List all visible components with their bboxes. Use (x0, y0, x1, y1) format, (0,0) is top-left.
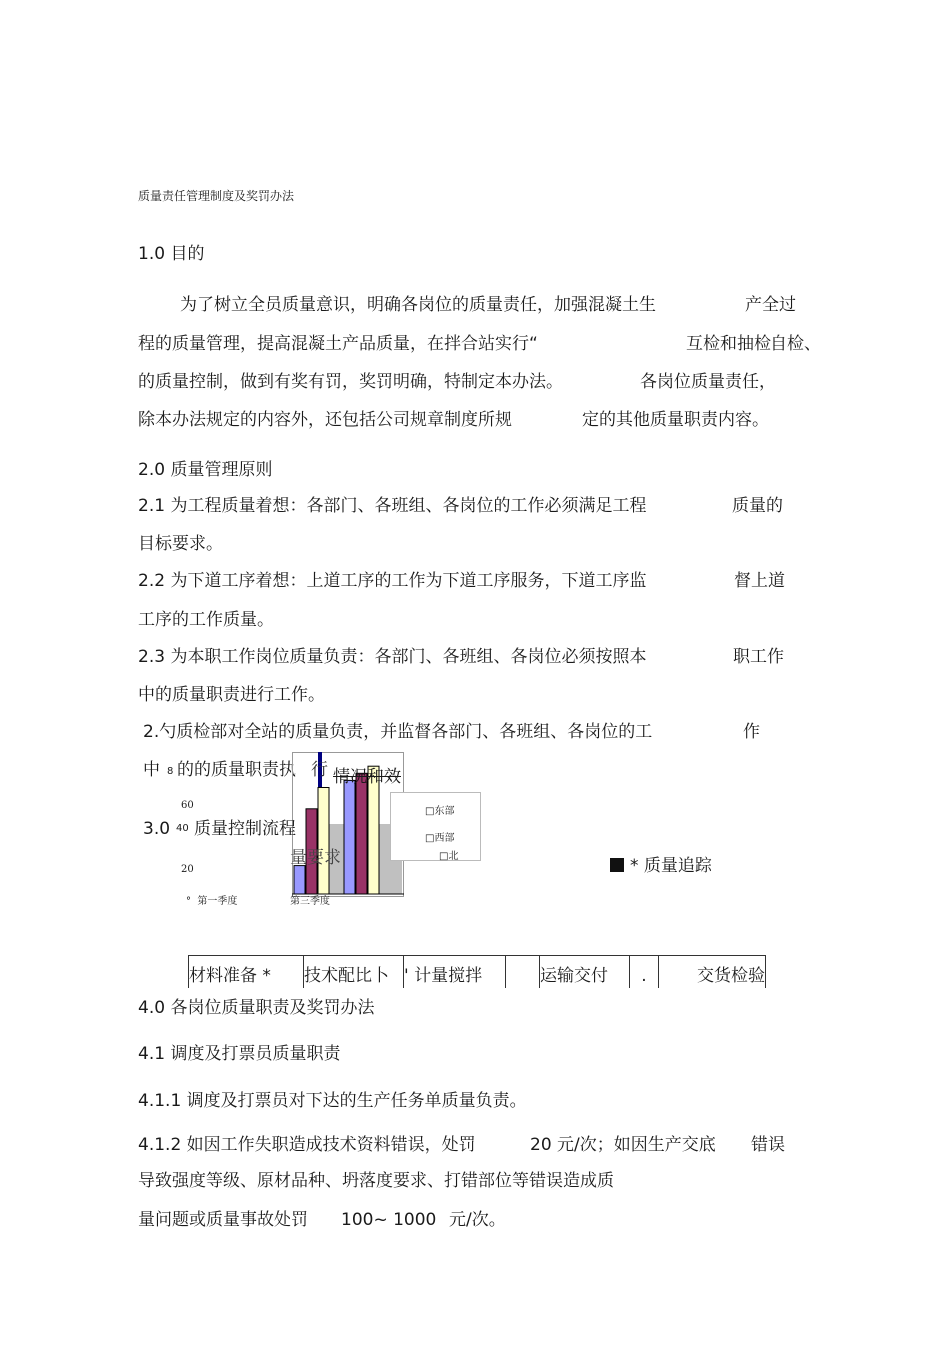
section-2-4-line-c1: 中 (143, 760, 160, 780)
section-2-1-line-b: 质量的 (732, 496, 783, 516)
quality-tracking-label: * 质量追踪 (610, 855, 712, 877)
section-2-4-line-a: 2.勺质检部对全站的质量负责，并监督各部门、各班组、各岗位的工 (143, 722, 653, 742)
flow-cell-transport: 运输交付 (540, 956, 630, 988)
section-2-3-line-a: 2.3 为本职工作岗位质量负责：各部门、各班组、各岗位必须按照本 (138, 647, 647, 667)
flow-table (188, 955, 766, 988)
legend-item-north: □北 (439, 851, 459, 862)
bar-0-2 (318, 788, 329, 895)
flow-cell-acceptance: 交货检验 (697, 966, 765, 986)
section-2-4-line-b: 作 (743, 722, 760, 742)
section-4-1-2-g: 元/次。 (449, 1210, 506, 1230)
section-2-heading: 2.0 质量管理原则 (138, 460, 273, 480)
flow-cell-mix-design: 技术配比卜 (304, 956, 404, 988)
para-1-line-3a: 的质量控制，做到有奖有罚，奖罚明确，特制定本办法。 (138, 372, 563, 392)
bar-1-0 (344, 780, 355, 894)
chart-legend (390, 792, 481, 861)
section-4-1-2-a: 4.1.2 如因工作失职造成技术资料错误，处罚 (138, 1135, 476, 1155)
flow-cell-metering: ' 计量搅拌 (404, 956, 506, 988)
section-2-4-line-c4: 行 (311, 760, 328, 780)
section-2-4-line-c2: 8 (167, 766, 174, 777)
section-4-1-2-c: 错误 (751, 1135, 785, 1155)
section-2-3-line-c: 中的质量职责进行工作。 (138, 685, 325, 705)
chart-xtick-q3: 第三季度 (290, 896, 330, 907)
bar-0-0 (294, 866, 305, 894)
para-1-line-4a: 除本办法规定的内容外，还包括公司规章制度所规 (138, 410, 512, 430)
black-square-icon (610, 858, 624, 872)
para-1-line-2c: 自检、 (770, 334, 821, 354)
section-2-1-line-c: 目标要求。 (138, 534, 223, 554)
flow-cell-empty (506, 956, 540, 988)
para-1-line-2b: 互检和抽检 (686, 334, 771, 354)
section-2-2-line-a: 2.2 为下道工序着想：上道工序的工作为下道工序服务，下道工序监 (138, 571, 647, 591)
chart-xtick-q1: ° 第一季度 (186, 896, 238, 907)
section-3-heading: 质量控制流程 (194, 819, 296, 839)
flow-cell-material: 材料准备 * (189, 956, 304, 988)
section-3-number: 3.0 (143, 819, 171, 839)
section-2-4-line-c5: 情况和效 (333, 767, 401, 787)
para-1-line-4b: 定的其他质量职责内容。 (582, 410, 769, 430)
chart-ytick-60: 60 (181, 800, 194, 811)
legend-item-east: □东部 (425, 806, 455, 817)
document-title: 质量责任管理制度及奖罚办法 (138, 189, 295, 203)
section-2-3-line-b: 职工作 (733, 647, 784, 667)
overlap-text: 量要求 (290, 848, 341, 868)
para-1-line-1b: 产全过 (745, 295, 796, 315)
chart-ytick-20: 20 (181, 864, 194, 875)
legend-item-west: □西部 (425, 833, 455, 844)
section-2-2-line-c: 工序的工作质量。 (138, 610, 274, 630)
bar-1-1 (356, 773, 367, 894)
section-3-overlap-40: 40 (176, 823, 189, 834)
para-1-line-3b: 各岗位质量责任， (640, 372, 776, 392)
para-1-line-1a: 为了树立全员质量意识，明确各岗位的质量责任，加强混凝土生 (180, 295, 656, 315)
section-4-1-heading: 4.1 调度及打票员质量职责 (138, 1044, 341, 1064)
para-1-line-2a: 程的质量管理，提高混凝土产品质量，在拌合站实行“ (138, 334, 538, 354)
section-1-heading: 1.0 目的 (138, 244, 205, 264)
section-4-1-2-d: 导致强度等级、原材品种、坍落度要求、打错部位等错误造成质 (138, 1171, 614, 1191)
section-4-1-1: 4.1.1 调度及打票员对下达的生产任务单质量负责。 (138, 1091, 527, 1111)
section-2-2-line-b: 督上道 (734, 571, 785, 591)
section-4-heading: 4.0 各岗位质量职责及奖罚办法 (138, 998, 375, 1018)
section-4-1-2-e: 量问题或质量事故处罚 (138, 1210, 308, 1230)
flow-cell-dot: . (630, 956, 659, 988)
section-2-4-line-c3: 的的质量职责执 (177, 760, 296, 780)
section-4-1-2-f: 100~ 1000 (341, 1210, 437, 1230)
section-2-1-line-a: 2.1 为工程质量着想：各部门、各班组、各岗位的工作必须满足工程 (138, 496, 647, 516)
section-4-1-2-b: 20 元/次；如因生产交底 (530, 1135, 716, 1155)
